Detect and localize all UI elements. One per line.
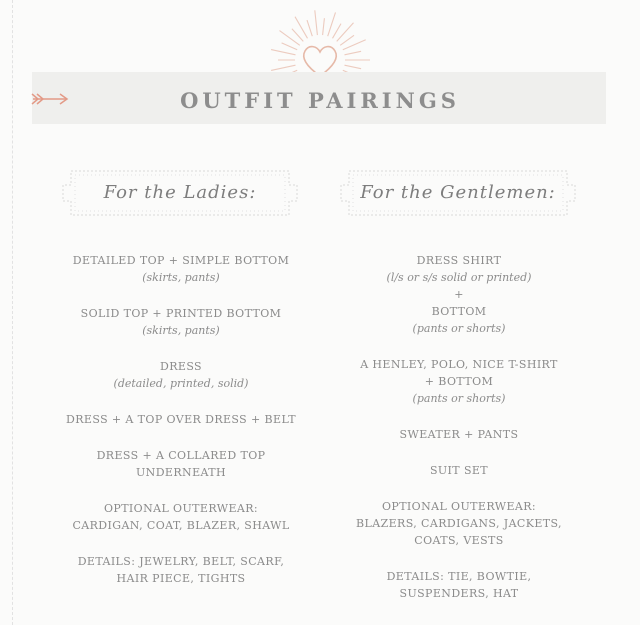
ladies-list xyxy=(36,252,326,606)
ladies-item-note: (skirts, pants) xyxy=(142,271,220,284)
ladies-item-text: SOLID TOP + PRINTED BOTTOM xyxy=(80,307,282,320)
ladies-item-text: DRESS xyxy=(159,360,202,373)
gentlemen-item xyxy=(314,498,604,549)
ladies-item-text: DRESS + A COLLARED TOP xyxy=(96,449,266,462)
ladies-item-text: OPTIONAL OUTERWEAR: xyxy=(103,502,259,515)
ladies-item-text: HAIR PIECE, TIGHTS xyxy=(116,572,246,585)
ladies-item-note: (skirts, pants) xyxy=(142,324,220,337)
ladies-item xyxy=(36,553,326,587)
gentlemen-item xyxy=(314,252,604,337)
ladies-item xyxy=(36,500,326,534)
gentlemen-item-text: COATS, VESTS xyxy=(414,534,504,547)
gentlemen-item-note: (l/s or s/s solid or printed) xyxy=(386,271,532,284)
ladies-heading: For the Ladies: xyxy=(103,182,257,203)
gentlemen-item-note: (pants or shorts) xyxy=(412,392,506,405)
gentlemen-item xyxy=(314,568,604,602)
page-title: OUTFIT PAIRINGS xyxy=(180,88,460,113)
gentlemen-item xyxy=(314,426,604,443)
ladies-item xyxy=(36,305,326,339)
gentlemen-item-text: BLAZERS, CARDIGANS, JACKETS, xyxy=(356,517,562,530)
gentlemen-item-text: BOTTOM xyxy=(431,305,487,318)
ladies-item xyxy=(36,358,326,392)
gentlemen-item-text: DETAILS: TIE, BOWTIE, xyxy=(386,570,532,583)
gentlemen-item-text: SUSPENDERS, HAT xyxy=(399,587,519,600)
gentlemen-item-text: + xyxy=(454,288,464,301)
gentlemen-heading: For the Gentlemen: xyxy=(360,182,556,203)
ladies-item xyxy=(36,447,326,481)
ladies-item-text: DRESS + A TOP OVER DRESS + BELT xyxy=(66,413,296,426)
gentlemen-item xyxy=(314,356,604,407)
ladies-item-text: DETAILS: JEWELRY, BELT, SCARF, xyxy=(77,555,285,568)
ladies-item-text: DETAILED TOP + SIMPLE BOTTOM xyxy=(72,254,290,267)
gentlemen-item-text: + BOTTOM xyxy=(424,375,494,388)
ladies-item xyxy=(36,411,326,428)
gentlemen-list xyxy=(314,252,604,621)
ladies-item-note: (detailed, printed, solid) xyxy=(113,377,249,390)
gentlemen-item xyxy=(314,462,604,479)
ladies-item-text: CARDIGAN, COAT, BLAZER, SHAWL xyxy=(72,519,290,532)
ladies-item xyxy=(36,252,326,286)
ladies-item-text: UNDERNEATH xyxy=(136,466,226,479)
gentlemen-item-text: SUIT SET xyxy=(429,464,489,477)
gentlemen-item-note: (pants or shorts) xyxy=(412,322,506,335)
gentlemen-item-text: DRESS SHIRT xyxy=(416,254,502,267)
gentlemen-item-text: SWEATER + PANTS xyxy=(399,428,519,441)
gentlemen-item-text: OPTIONAL OUTERWEAR: xyxy=(381,500,537,513)
gentlemen-item-text: A HENLEY, POLO, NICE T-SHIRT xyxy=(360,358,558,371)
